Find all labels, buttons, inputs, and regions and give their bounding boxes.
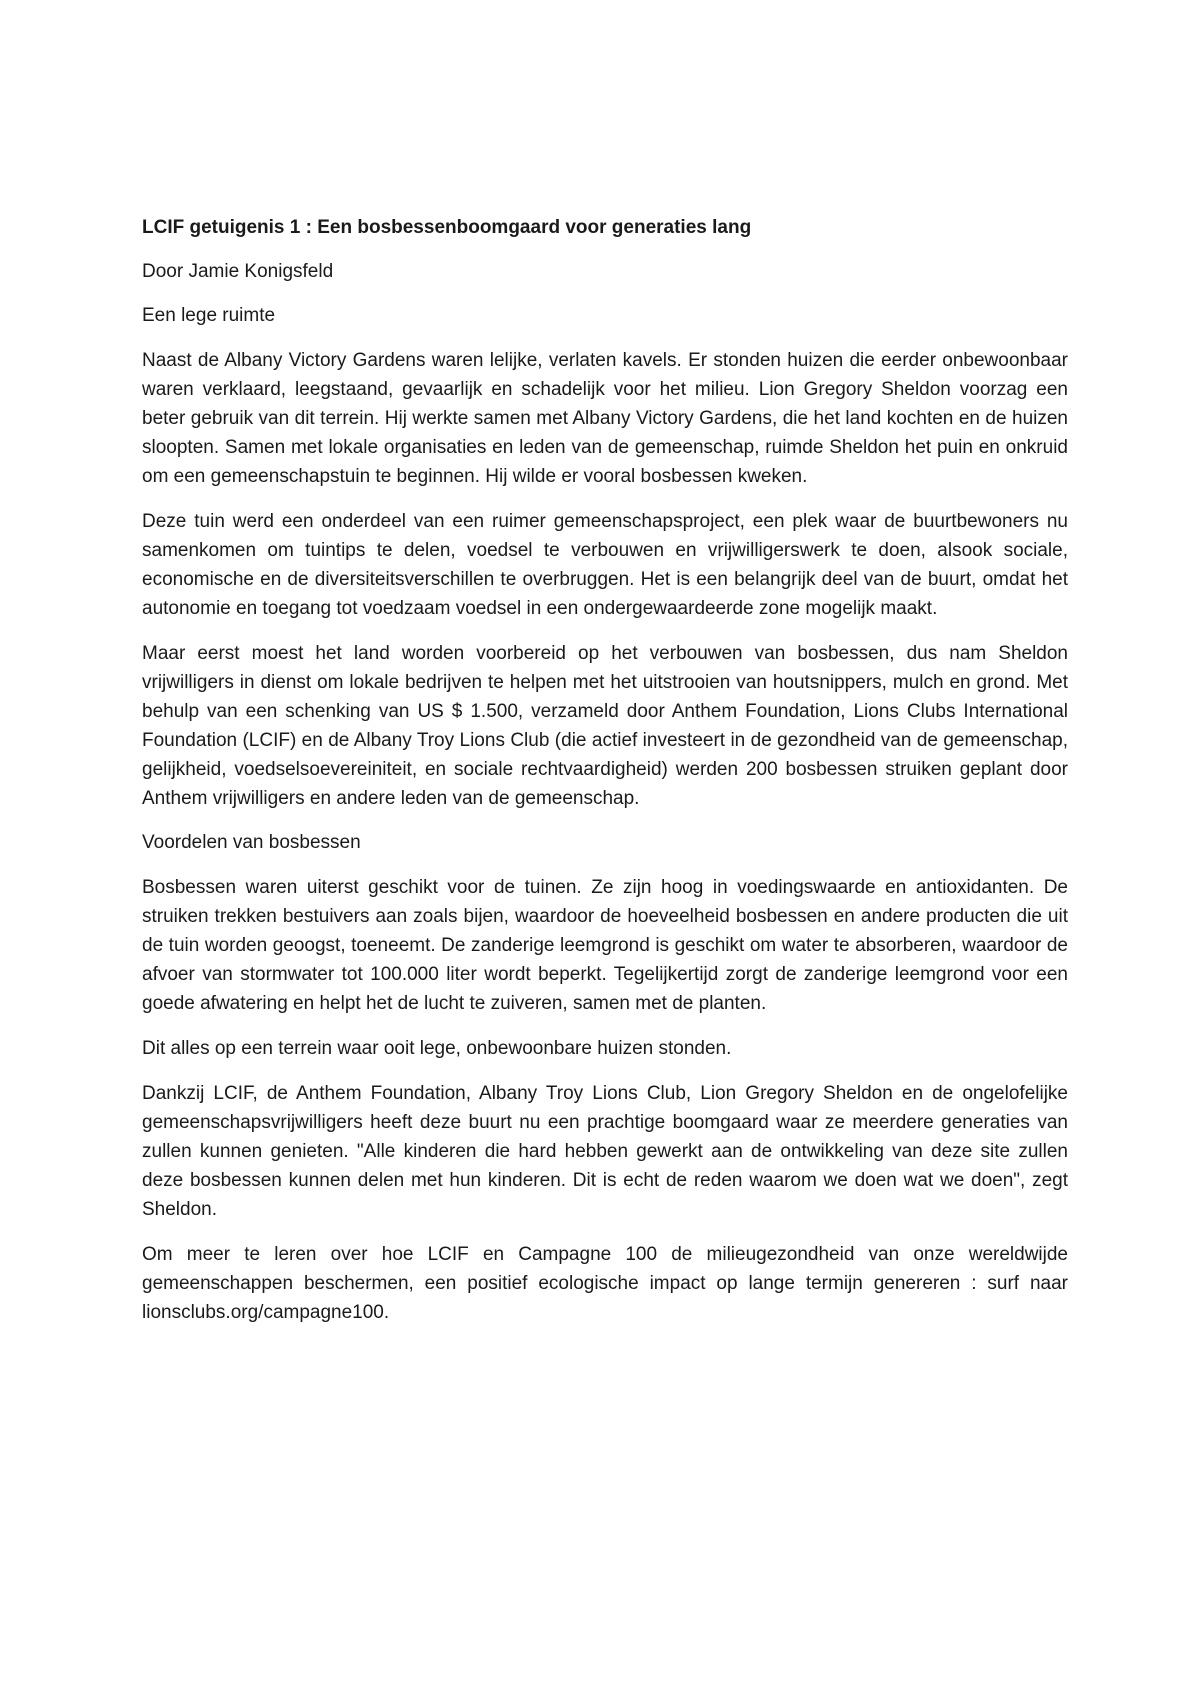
- paragraph: Maar eerst moest het land worden voorbereid op het verbouwen van bosbessen, dus nam Sheldon vrijwilligers in dienst om lokale bedrijven te helpen met het uitstrooien van houtsnippers, mulch en grond. Met behulp van een schenking van US $ 1.500, verzameld door Anthem Foundation, Lions Clubs International Foundation (LCIF) en de Albany Troy Lions Club (die actief investeert in de gezondheid van de gemeenschap, gelijkheid, voedselsoevereiniteit, en sociale rechtvaardigheid) werden 200 bosbessen struiken geplant door Anthem vrijwilligers en andere leden van de gemeenschap.: [142, 643, 1068, 809]
- paragraph: Dankzij LCIF, de Anthem Foundation, Albany Troy Lions Club, Lion Gregory Sheldon en de ongelofelijke gemeenschapsvrijwilligers heeft deze buurt nu een prachtige boomgaard waar ze meerdere generaties van zullen kunnen genieten. "Alle kinderen die hard hebben gewerkt aan de ontwikkeling van deze site zullen deze bosbessen kunnen delen met hun kinderen. Dit is echt de reden waarom we doen wat we doen", zegt Sheldon.: [142, 1083, 1068, 1220]
- paragraph: Deze tuin werd een onderdeel van een ruimer gemeenschapsproject, een plek waar de buurtbewoners nu samenkomen om tuintips te delen, voedsel te verbouwen en vrijwilligerswerk te doen, alsook sociale, economische en de diversiteitsverschillen te overbruggen. Het is een belangrijk deel van de buurt, omdat het autonomie en toegang tot voedzaam voedsel in een ondergewaardeerde zone mogelijk maakt.: [142, 511, 1068, 619]
- paragraph: Om meer te leren over hoe LCIF en Campagne 100 de milieugezondheid van onze wereldwijde gemeenschappen beschermen, een positief ecologische impact op lange termijn genereren : surf naar lionsclubs.org/campagne100.: [142, 1244, 1068, 1323]
- section-heading-empty-space: Een lege ruimte: [142, 305, 276, 326]
- author-line: Door Jamie Konigsfeld: [142, 261, 334, 282]
- paragraph: Bosbessen waren uiterst geschikt voor de tuinen. Ze zijn hoog in voedingswaarde en antioxidanten. De struiken trekken bestuivers aan zoals bijen, waardoor de hoeveelheid bosbessen en andere producten die uit de tuin worden geoogst, toeneemt. De zanderige leemgrond is geschikt om water te absorberen, waardoor de afvoer van stormwater tot 100.000 liter wordt beperkt. Tegelijkertijd zorgt de zanderige leemgrond voor een goede afwatering en helpt het de lucht te zuiveren, samen met de planten.: [142, 877, 1068, 1014]
- paragraph: Dit alles op een terrein waar ooit lege, onbewoonbare huizen stonden.: [142, 1038, 732, 1059]
- section-heading-benefits: Voordelen van bosbessen: [142, 832, 361, 853]
- paragraph: Naast de Albany Victory Gardens waren lelijke, verlaten kavels. Er stonden huizen die eerder onbewoonbaar waren verklaard, leegstaand, gevaarlijk en schadelijk voor het milieu. Lion Gregory Sheldon voorzag een beter gebruik van dit terrein. Hij werkte samen met Albany Victory Gardens, die het land kochten en de huizen sloopten. Samen met lokale organisaties en leden van de gemeenschap, ruimde Sheldon het puin en onkruid om een gemeenschapstuin te beginnen. Hij wilde er vooral bosbessen kweken.: [142, 350, 1068, 487]
- document-title: LCIF getuigenis 1 : Een bosbessenboomgaard voor generaties lang: [142, 217, 752, 238]
- document-page: [142, 214, 1068, 1343]
